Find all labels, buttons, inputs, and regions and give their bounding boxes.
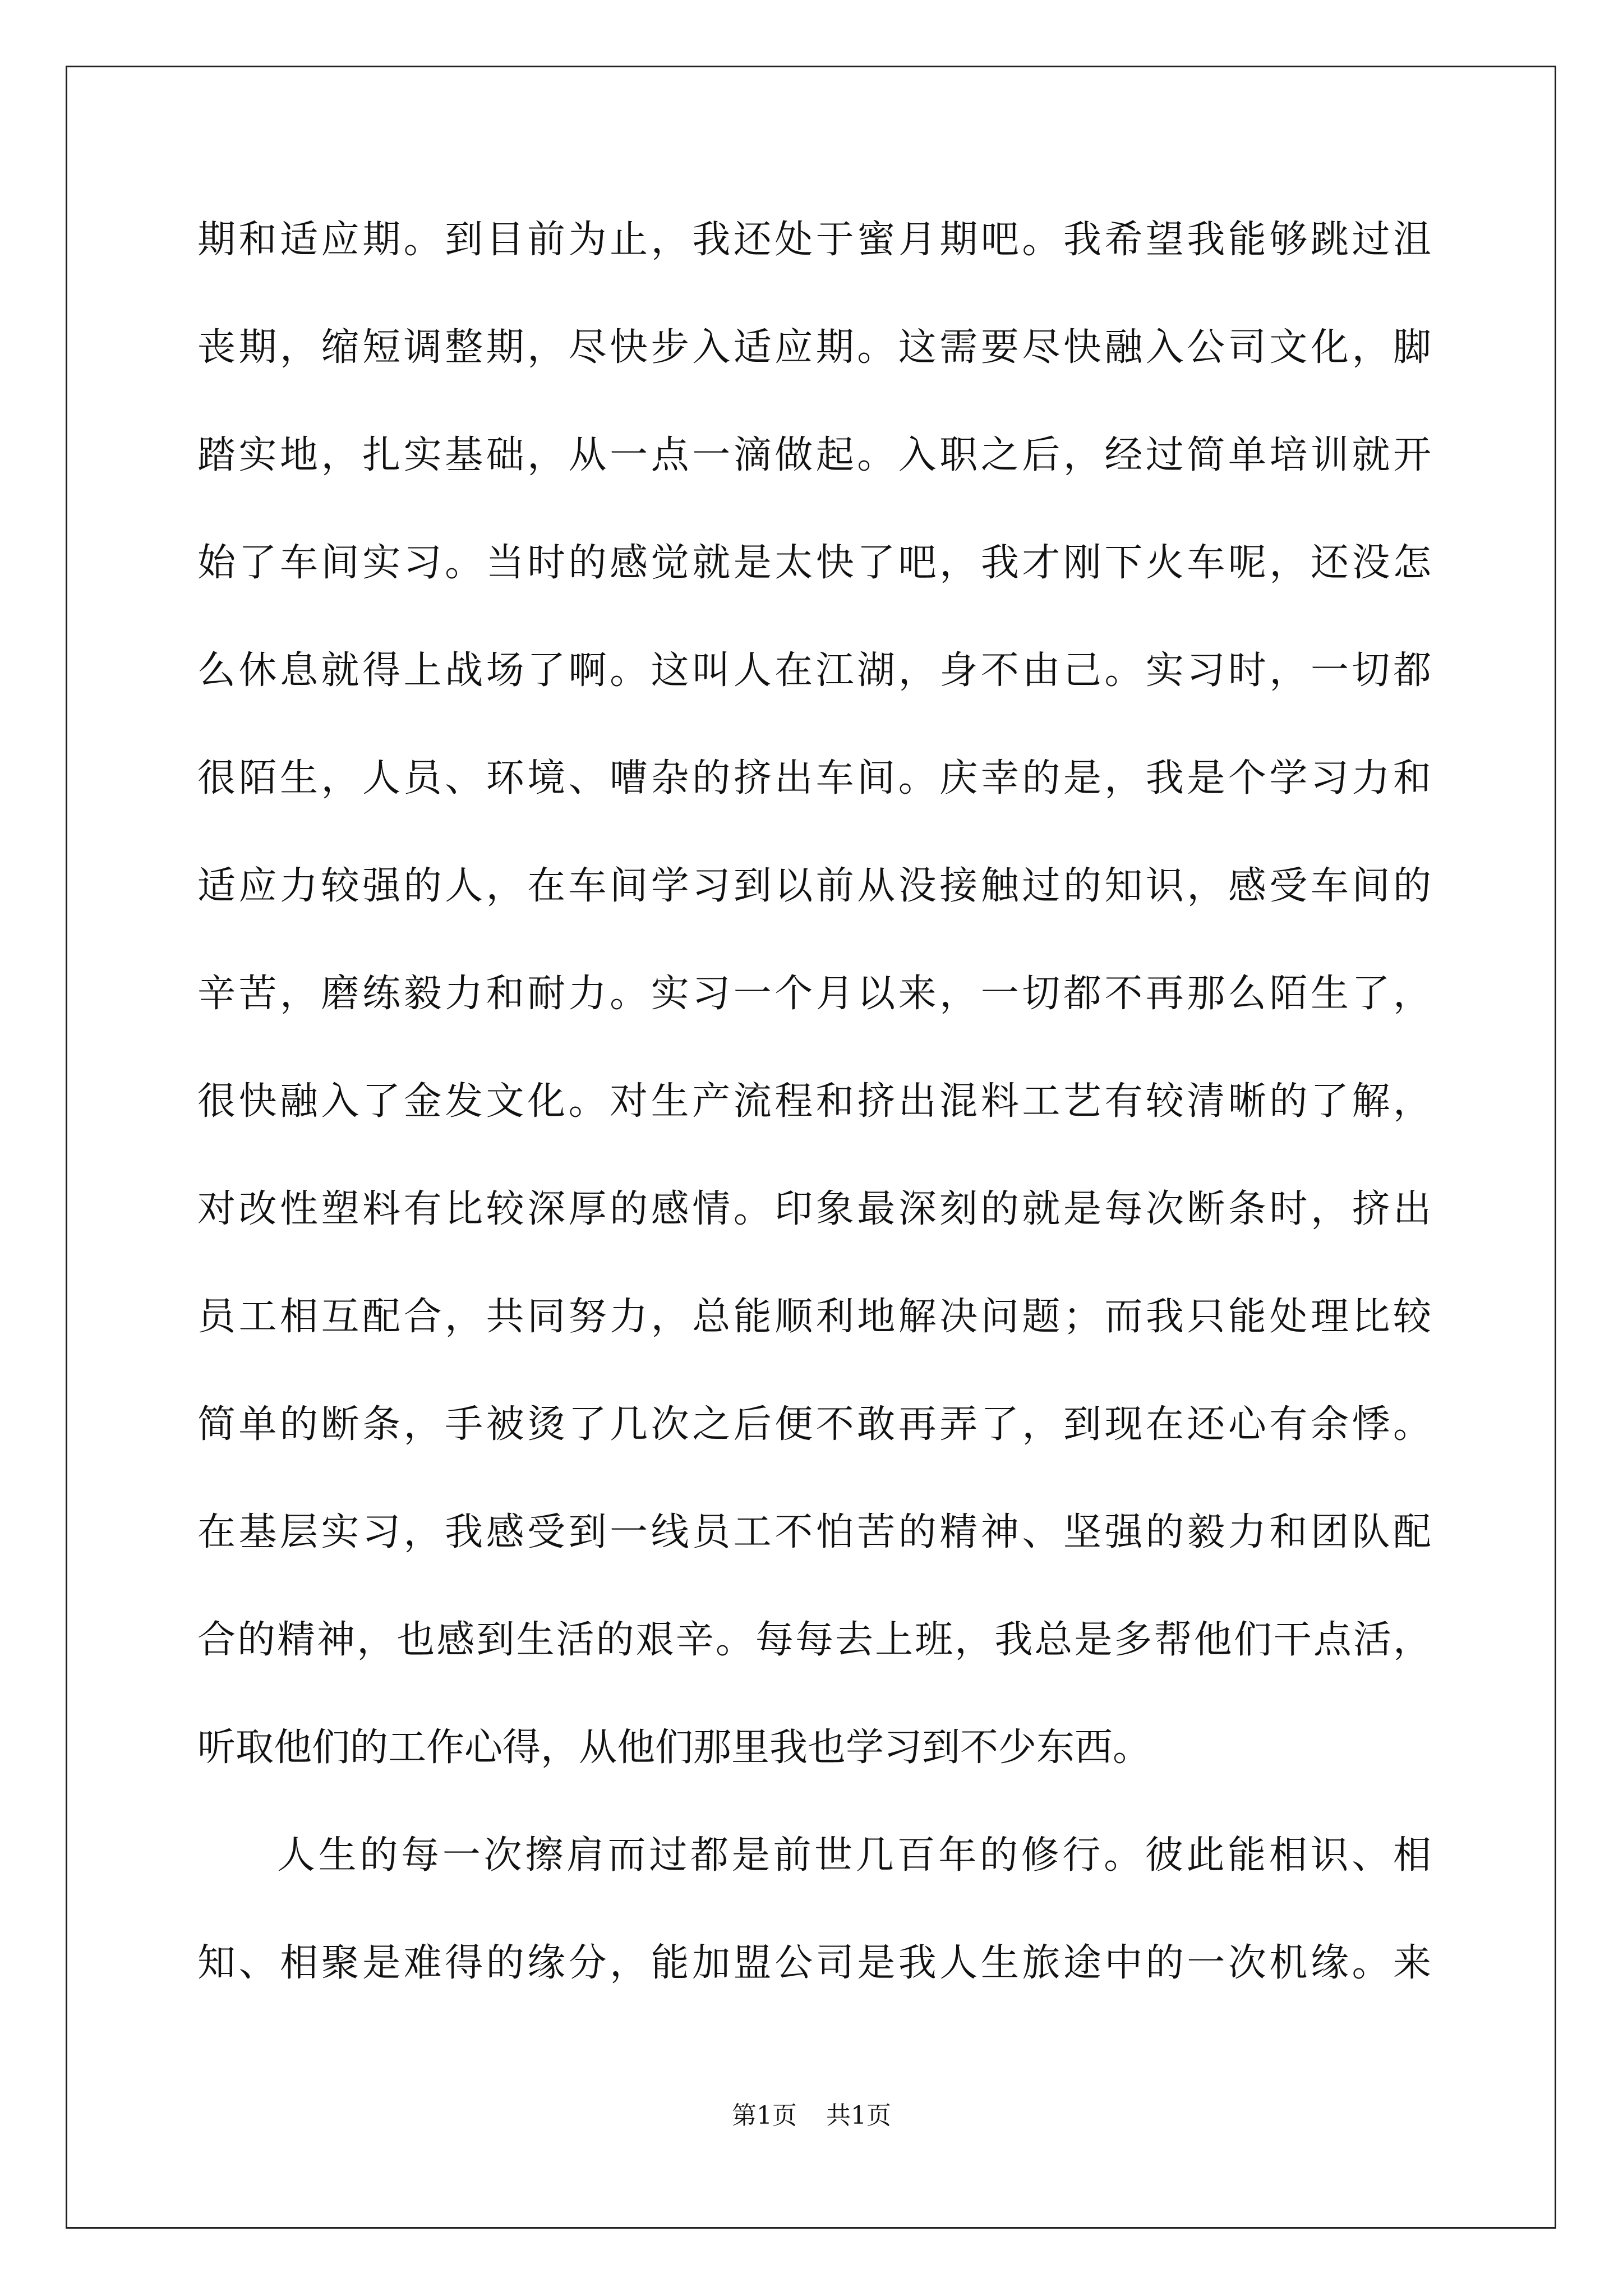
text-line: 辛苦，磨练毅力和耐力。实习一个月以来，一切都不再那么陌生了， (197, 972, 1431, 1016)
text-line: 很快融入了金发文化。对生产流程和挤出混料工艺有较清晰的了解， (197, 1079, 1431, 1124)
text-line: 在基层实习，我感受到一线员工不怕苦的精神、坚强的毅力和团队配 (197, 1510, 1431, 1554)
page-number: 第1页 (732, 2101, 797, 2130)
text-line: 人生的每一次擦肩而过都是前世几百年的修行。彼此能相识、相 (277, 1833, 1431, 1878)
text-line: 很陌生，人员、环境、嘈杂的挤出车间。庆幸的是，我是个学习力和 (197, 756, 1431, 800)
text-line: 知、相聚是难得的缘分，能加盟公司是我人生旅途中的一次机缘。来 (197, 1941, 1431, 1985)
text-line: 员工相互配合，共同努力，总能顺利地解决问题；而我只能处理比较 (197, 1295, 1431, 1339)
text-line: 期和适应期。到目前为止，我还处于蜜月期吧。我希望我能够跳过沮 (197, 218, 1431, 262)
text-line: 合的精神，也感到生活的艰辛。每每去上班，我总是多帮他们干点活， (197, 1618, 1431, 1662)
text-line: 丧期，缩短调整期，尽快步入适应期。这需要尽快融入公司文化，脚 (197, 325, 1431, 370)
text-line: 适应力较强的人，在车间学习到以前从没接触过的知识，感受车间的 (197, 864, 1431, 908)
text-line: 简单的断条，手被烫了几次之后便不敢再弄了，到现在还心有余悸。 (197, 1402, 1431, 1447)
text-line: 始了车间实习。当时的感觉就是太快了吧，我才刚下火车呢，还没怎 (197, 541, 1431, 585)
page-total: 共1页 (826, 2101, 891, 2130)
page-footer (0, 2095, 1623, 2131)
text-line: 踏实地，扎实基础，从一点一滴做起。入职之后，经过简单培训就开 (197, 433, 1431, 477)
text-line: 么休息就得上战场了啊。这叫人在江湖，身不由己。实习时，一切都 (197, 648, 1431, 693)
document-body (197, 213, 1431, 2044)
text-line: 对改性塑料有比较深厚的感情。印象最深刻的就是每次断条时，挤出 (197, 1187, 1431, 1231)
text-line: 听取他们的工作心得，从他们那里我也学习到不少东西。 (197, 1726, 1151, 1770)
